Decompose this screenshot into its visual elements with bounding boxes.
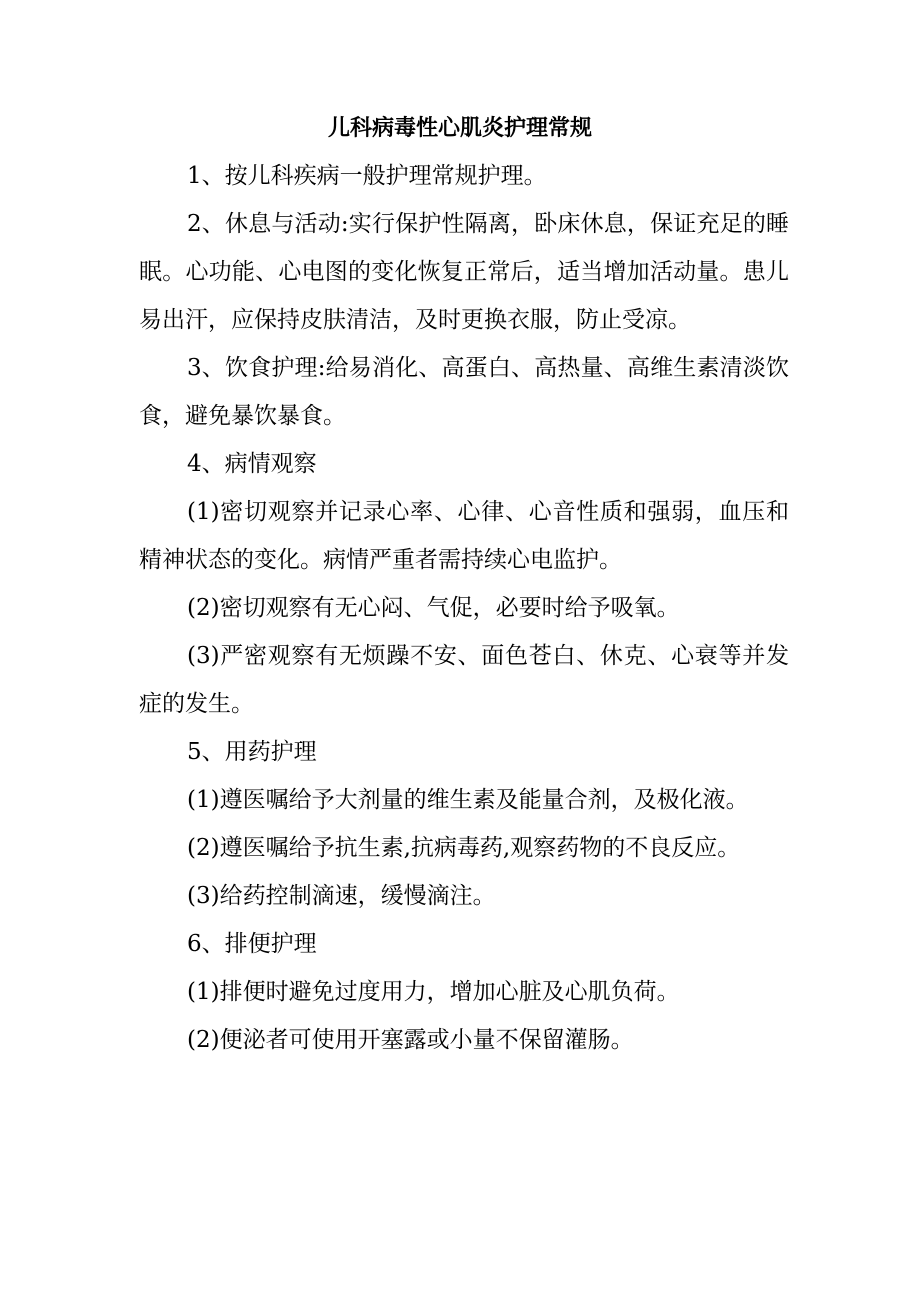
paragraph-4-1: (1)密切观察并记录心率、心律、心音性质和强弱，血压和精神状态的变化。病情严重者需持续心电监护。: [139, 499, 789, 573]
document-body: [139, 152, 789, 1064]
paragraph-5-3: (3)给药控制滴速，缓慢滴注。: [187, 883, 496, 909]
paragraph-3: 3、饮食护理:给易消化、高蛋白、高热量、高维生素清淡饮食，避免暴饮暴食。: [139, 355, 789, 429]
document-title: 儿科病毒性心肌炎护理常规: [327, 115, 592, 141]
paragraph-4-3: (3)严密观察有无烦躁不安、面色苍白、休克、心衰等并发症的发生。: [139, 643, 789, 717]
paragraph-6-1: (1)排便时避免过度用力，增加心脏及心肌负荷。: [187, 979, 680, 1005]
paragraph-6-2: (2)便泌者可使用开塞露或小量不保留灌肠。: [187, 1027, 634, 1053]
paragraph-1: 1、按儿科疾病一般护理常规护理。: [187, 163, 547, 189]
paragraph-6: 6、排便护理: [187, 931, 317, 957]
paragraph-5-2: (2)遵医嘱给予抗生素,抗病毒药,观察药物的不良反应。: [187, 835, 741, 861]
paragraph-4-2: (2)密切观察有无心闷、气促，必要时给予吸氧。: [187, 595, 680, 621]
paragraph-2: 2、休息与活动:实行保护性隔离，卧床休息，保证充足的睡眠。心功能、心电图的变化恢复正常后，适当增加活动量。患儿易出汗，应保持皮肤清洁，及时更换衣服，防止受凉。: [139, 211, 789, 333]
paragraph-5: 5、用药护理: [187, 739, 317, 765]
paragraph-4: 4、病情观察: [187, 451, 317, 477]
paragraph-5-1: (1)遵医嘱给予大剂量的维生素及能量合剂，及极化液。: [187, 787, 749, 813]
